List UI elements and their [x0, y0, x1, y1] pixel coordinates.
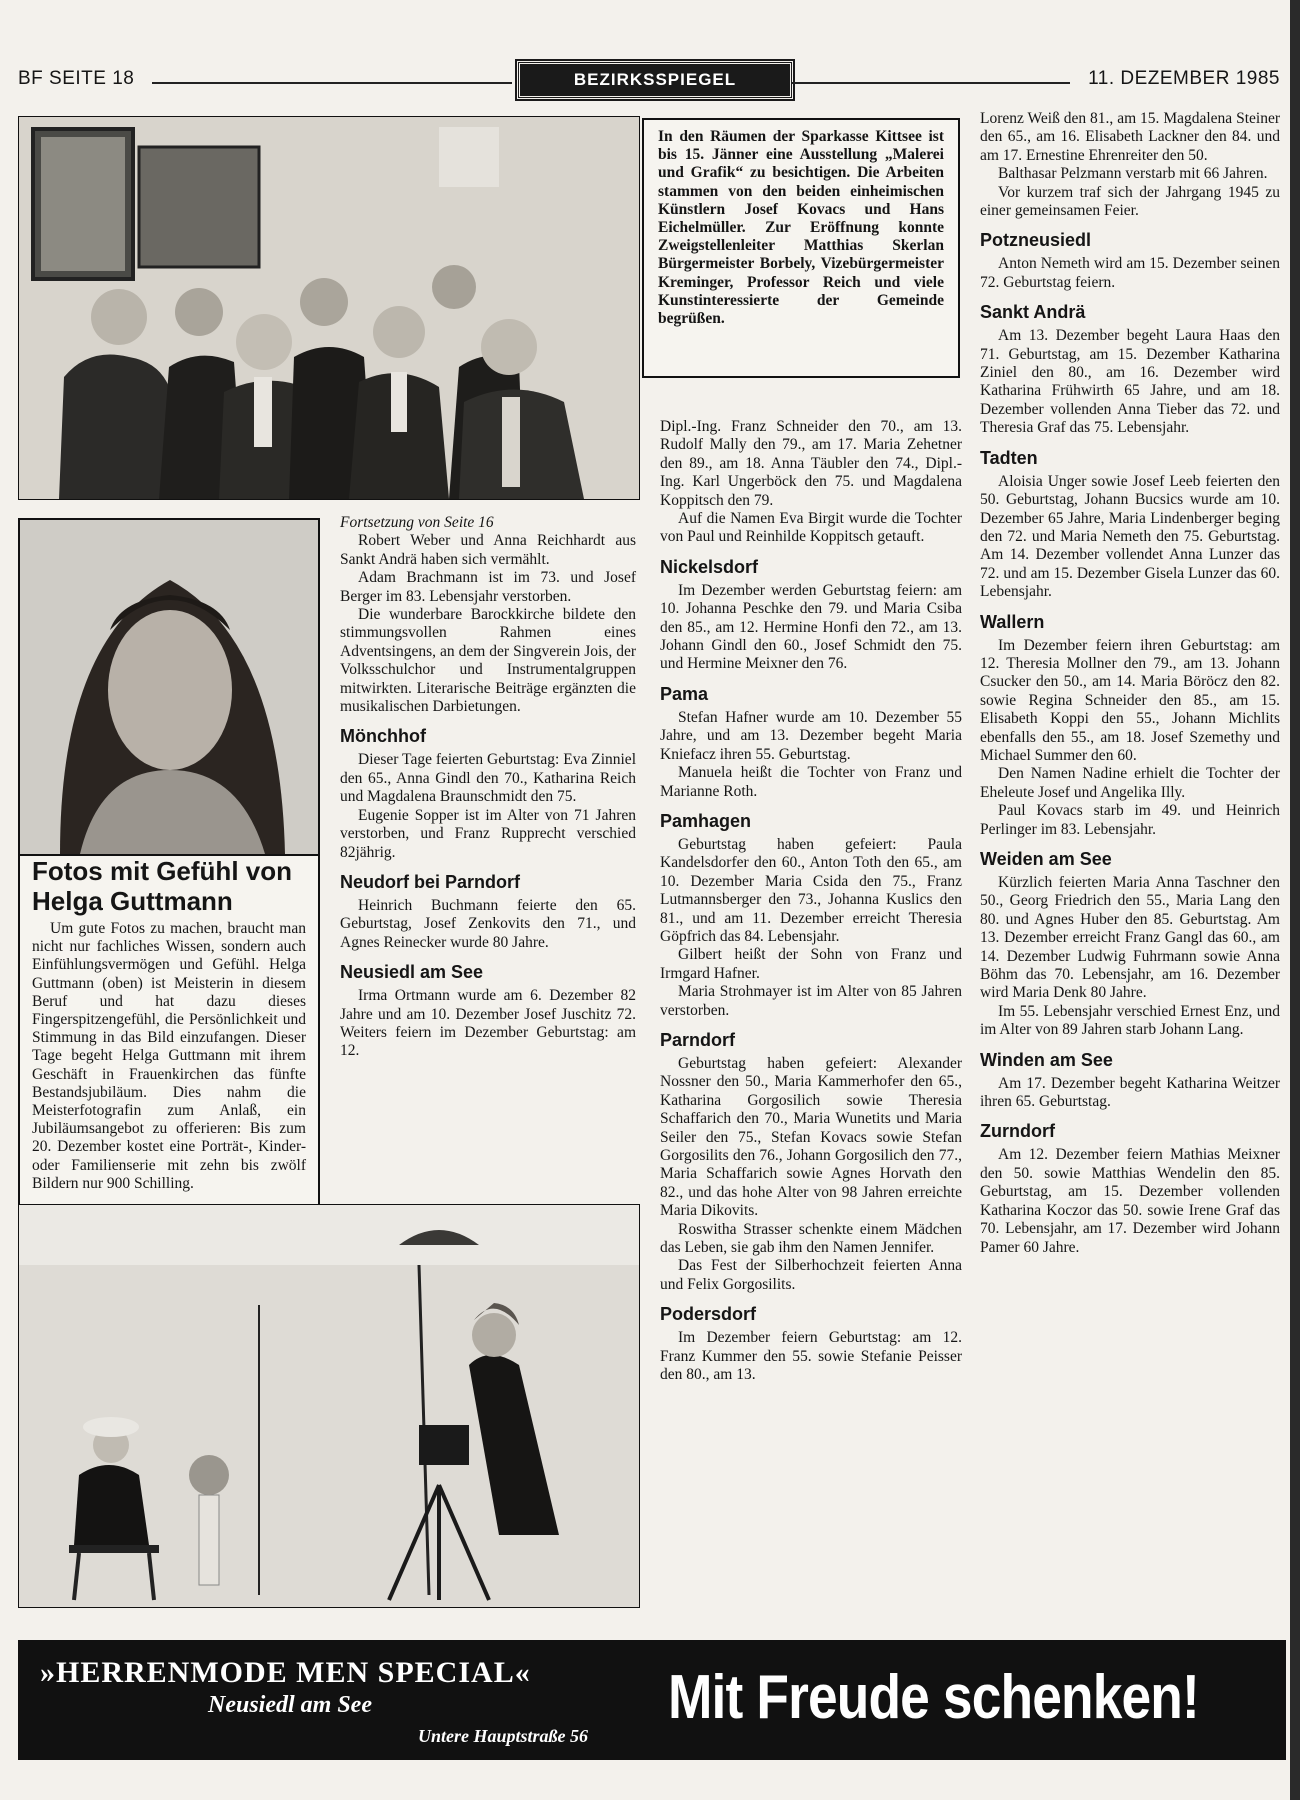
paragraph: Am 12. Dezember feiern Mathias Meixner den 50. sowie Matthias Wendelin den 85. Geburtstag, am 15. Dezember vollenden Katharina Koczor das 50. sowie Irene Graf das 70. Lebensjahr, am 17. Dezember wird Johann Pamer 60 Jahre. [980, 1146, 1280, 1256]
paragraph: Roswitha Strasser schenkte einem Mädchen das Leben, sie gab ihm den Namen Jennifer. [660, 1220, 962, 1257]
section-heading: Parndorf [660, 1029, 736, 1050]
paragraph: Manuela heißt die Tochter von Franz und Marianne Roth. [660, 764, 962, 800]
section-heading: Pama [660, 683, 709, 704]
section-heading: Nickelsdorf [660, 556, 759, 577]
page-number: BF SEITE 18 [18, 68, 135, 89]
advertisement [18, 1640, 1286, 1760]
header-rule-left [152, 82, 512, 84]
column-3 [660, 418, 962, 1384]
paragraph: Am 17. Dezember begeht Katharina Weitzer ihren 65. Geburtstag. [980, 1074, 1280, 1111]
section-heading: Podersdorf [660, 1304, 757, 1325]
ad-town: Neusiedl am See [208, 1692, 372, 1718]
paragraph: Dieser Tage feierten Geburtstag: Eva Zinniel den 65., Anna Gindl den 70., Katharina Reich und Magdalena Braunschmidt den 75. [340, 751, 636, 806]
paragraph: Robert Weber und Anna Reichhardt aus Sankt Andrä haben sich vermählt. [340, 532, 636, 568]
paragraph: Den Namen Nadine erhielt die Tochter der Eheleute Josef und Angelika Illy. [980, 765, 1280, 801]
paragraph: Im 55. Lebensjahr verschied Ernest Enz, und im Alter von 89 Jahren starb Johann Lang. [980, 1002, 1280, 1039]
paragraph: Vor kurzem traf sich der Jahrgang 1945 zu einer gemeinsamen Feier. [980, 183, 1280, 220]
photographer-photo [18, 1204, 640, 1608]
paragraph: Lorenz Weiß den 81., am 15. Magdalena Steiner den 65., am 16. Elisabeth Lackner den 84. und am 17. Ernestine Ehrenreiter den 50. [980, 110, 1280, 164]
column-2 [340, 514, 636, 1061]
paragraph: Aloisia Unger sowie Josef Leeb feierten den 50. Geburtstag, Johann Bucsics wurde am 10. Dezember 65 Jahre, Maria Lindenberger beging den 72. und Maria Nemeth den 75. Geburtstag. Am 14. Dezember vollendet Anna Lunzer das 72. und am 15. Dezember Gisela Lunzer das 60. Lebensjahr. [980, 472, 1280, 601]
paragraph: Paul Kovacs starb im 49. und Heinrich Perlinger im 83. Lebensjahr. [980, 802, 1280, 838]
group-photo [18, 116, 640, 500]
ad-address: Untere Hauptstraße 56 [418, 1726, 589, 1746]
section-heading: Neudorf bei Parndorf [340, 871, 521, 892]
paragraph: Kürzlich feierten Maria Anna Taschner den 50., Georg Friedrich den 55., Maria Lang den 80. und Agnes Huber den 85. Geburtstag. Am 13. Dezember erreicht Franz Gangl das 60., am 14. Dezember Ludwig Fuhrmann sowie Anna Böhm das 70. Lebensjahr, am 16. Dezember wird Maria Denk 80 Jahre. [980, 874, 1280, 1002]
section-heading: Weiden am See [980, 849, 1112, 869]
paragraph: Geburtstag haben gefeiert: Alexander Nossner den 50., Maria Kammerhofer den 65., Katharina Gorgosilich sowie Theresia Schaffarich den 70., Maria Wunetits und Maria Seiler den 75., Stefan Kovacs sowie Stefan Gorgosilits den 76., Johann Gorgosilich den 77., Maria Schaffarich sowie Agnes Horvath den 82., und das hohe Alter von 98 Jahren erreichte Maria Dikovits. [660, 1054, 962, 1220]
feature-box [18, 518, 320, 1290]
section-title: BEZIRKSSPIEGEL [517, 61, 793, 99]
paragraph: Heinrich Buchmann feierte den 65. Geburtstag, Josef Zenkovits den 71., und Agnes Reinecker wurde 80 Jahre. [340, 896, 636, 951]
section-heading: Potzneusiedl [980, 230, 1092, 251]
paragraph: Stefan Hafner wurde am 10. Dezember 55 Jahre, und am 13. Dezember begeht Maria Kniefacz ihren 55. Geburtstag. [660, 708, 962, 763]
paragraph: Balthasar Pelzmann verstarb mit 66 Jahren. [998, 165, 1268, 183]
header-rule-right [792, 82, 1070, 84]
column-4 [980, 110, 1280, 1257]
paragraph: Im Dezember feiern Geburtstag: am 12. Franz Kummer den 55. sowie Stefanie Peisser den 80., am 13. [660, 1329, 962, 1384]
paragraph: Das Fest der Silberhochzeit feierten Anna und Felix Gorgosilits. [660, 1257, 962, 1293]
issue-date: 11. DEZEMBER 1985 [1088, 68, 1280, 89]
paragraph: Irma Ortmann wurde am 6. Dezember 82 Jahre und am 10. Dezember Josef Juschitz 72. Weiters feiern im Dezember Geburtstag: am 12. [340, 987, 636, 1060]
section-heading: Winden am See [980, 1049, 1113, 1070]
paragraph: Geburtstag haben gefeiert: Paula Kandelsdorfer den 60., Anton Toth den 65., am 10. Dezember Maria Csida den 75., Franz Lutmannsberger den 73., Johanna Kuslics den 81., und am 11. Dezember erreicht Theresia Göpfrich das 84. Lebensjahr. [660, 835, 962, 945]
feature-title: Fotos mit Gefühl von Helga Guttmann [32, 856, 292, 916]
paragraph: Dipl.-Ing. Franz Schneider den 70., am 13. Rudolf Mally den 79., am 17. Maria Zehetner den 89., am 18. Anna Täubler den 74., Dipl.-Ing. Karl Ungerböck den 75. und Magdalena Koppitsch den 79. [660, 418, 962, 509]
paragraph: Eugenie Sopper ist im Alter von 71 Jahren verstorben, und Franz Rupprecht verschied 82jährig. [340, 806, 636, 861]
paragraph: Maria Strohmayer ist im Alter von 85 Jahren verstorben. [660, 983, 962, 1019]
paragraph: Auf die Namen Eva Birgit wurde die Tochter von Paul und Reinhilde Koppitsch getauft. [660, 510, 962, 546]
section-heading: Mönchhof [340, 726, 426, 747]
ad-store-name: »HERRENMODE MEN SPECIAL« [40, 1656, 531, 1689]
section-heading: Zurndorf [980, 1121, 1055, 1142]
paragraph: Die wunderbare Barockkirche bildete den stimmungsvollen Rahmen eines Adventsingens, an dem der Singverein Jois, der Volksschulchor und Instrumentalgruppen mitwirkten. Literarische Beiträge ergänzten die musikalischen Darbietungen. [340, 606, 636, 716]
section-heading: Tadten [980, 447, 1038, 468]
exhibition-caption: In den Räumen der Sparkasse Kittsee ist bis 15. Jänner eine Ausstellung „Malerei und Grafik“ zu besichtigen. Die Arbeiten stammen von den beiden einheimischen Künstlern Josef Kovacs und Hans Eichelmüller. Zur Eröffnung konnte Zweigstellenleiter Matthias Skerlan Bürgermeister Borbely, Vizebürgermeister Kreminger, Professor Reich und viele Kunstinteressierte der Gemeinde begrüßen. [642, 118, 960, 378]
paragraph: Anton Nemeth wird am 15. Dezember seinen 72. Geburtstag feiern. [980, 255, 1280, 291]
page-edge-shadow [1290, 0, 1300, 1800]
section-heading: Pamhagen [660, 810, 752, 831]
section-heading: Sankt Andrä [980, 302, 1086, 323]
portrait-photo [20, 520, 318, 856]
paragraph: Im Dezember werden Geburtstag feiern: am 10. Johanna Peschke den 79. und Maria Csiba den 85., am 12. Hermine Honfi den 72., am 13. Johann Gindl den 60., Josef Schmidt den 75. und Hermine Meixner den 76. [660, 581, 962, 673]
ad-slogan: Mit Freude schenken! [668, 1663, 1199, 1732]
paragraph: Adam Brachmann ist im 73. und Josef Berger im 83. Lebensjahr verstorben. [340, 569, 636, 605]
feature-body: Um gute Fotos zu machen, braucht man nicht nur fachliches Wissen, sondern auch Einfühlungsvermögen und Gefühl. Helga Guttmann (oben) ist Meisterin in diesem Beruf und hat dazu dieses Fingerspitzengefühl, die Persönlichkeit und Stimmung in das Bild einzufangen. Dieser Tage begeht Helga Guttmann mit ihrem Geschäft in Frauenkirchen das fünfte Bestandsjubiläum. Dies nahm die Meisterfotografin zum Anlaß, ein Jubiläumsangebot zu offerieren: Bis zum 20. Dezember kostet eine Porträt-, Kinder- oder Familienserie mit zehn bis zwölf Bildern nur 900 Schilling. [32, 920, 306, 1192]
paragraph: Am 13. Dezember begeht Laura Haas den 71. Geburtstag, am 15. Dezember Katharina Ziniel den 80., am 16. Dezember wird Katharina Frühwirth 65 Jahre, und am 18. Dezember vollenden Anna Tieber das 72. und Theresia Graf das 75. Lebensjahr. [980, 327, 1280, 437]
paragraph: Gilbert heißt der Sohn von Franz und Irmgard Hafner. [660, 946, 962, 982]
section-heading: Neusiedl am See [340, 962, 484, 983]
paragraph: Im Dezember feiern ihren Geburtstag: am 12. Theresia Mollner den 79., am 13. Johann Csucker den 50., am 14. Maria Böröcz den 82. sowie Regina Schneider den 85., am 15. Elisabeth Koppi den 55., Johann Michlits ebenfalls den 55., am 18. Josef Szemethy und Michael Summer den 60. [980, 636, 1280, 764]
section-heading: Wallern [980, 611, 1045, 632]
continuation-note: Fortsetzung von Seite 16 [340, 514, 494, 531]
